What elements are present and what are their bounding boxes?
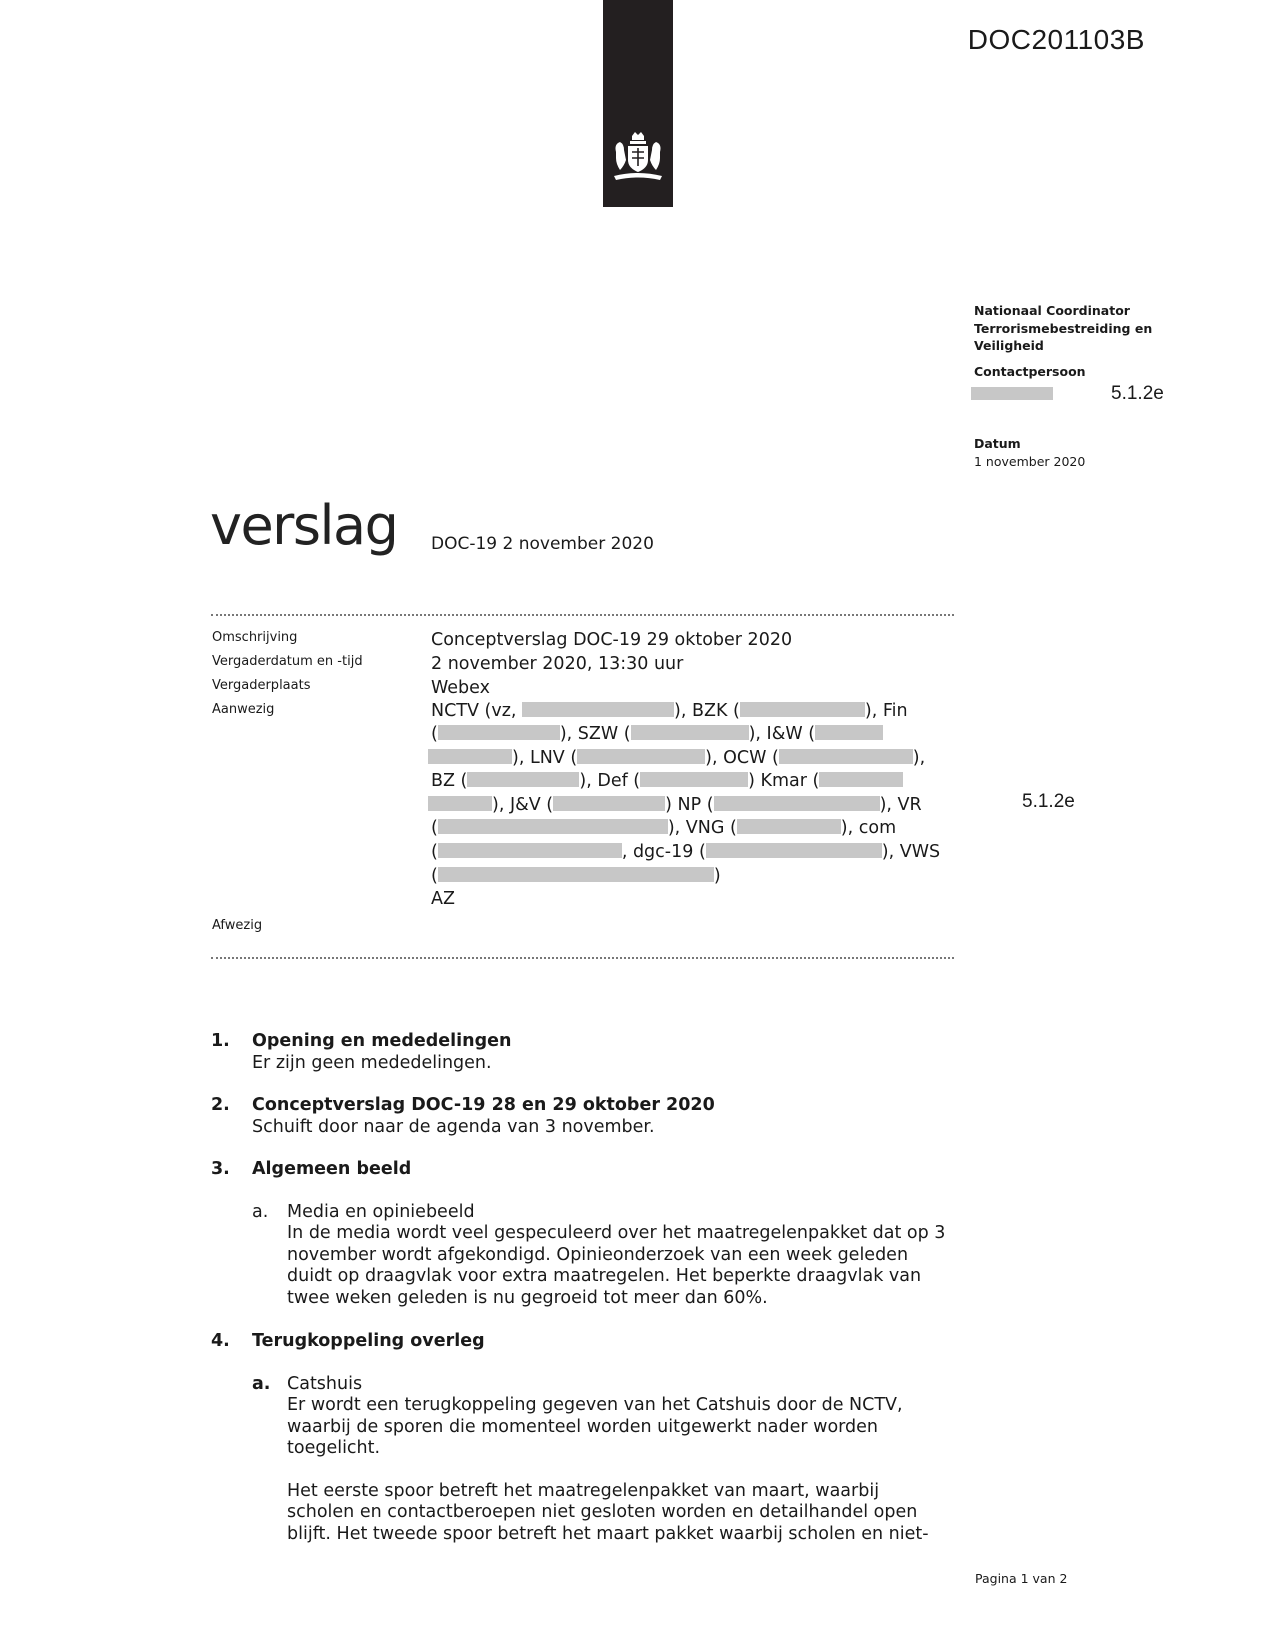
date-value: 1 november 2020	[974, 454, 1086, 469]
organisation-name-line: Terrorismebestreiding en	[974, 320, 1153, 336]
attendees-line	[431, 724, 883, 744]
attendee-text: , dgc-19 (	[621, 842, 706, 862]
redaction-code: 5.1.2e	[1111, 383, 1164, 404]
attendee-text: ), BZK (	[674, 701, 740, 721]
attendees-line: AZ	[431, 889, 455, 909]
redaction-box	[467, 772, 579, 787]
redaction-box	[438, 843, 622, 858]
attendee-text: ), I&W (	[748, 724, 816, 744]
agenda-text: Er zijn geen mededelingen.	[252, 1052, 492, 1073]
label-aanwezig: Aanwezig	[212, 702, 275, 717]
redaction-box	[522, 702, 674, 717]
redaction-box	[640, 772, 748, 787]
agenda-item	[211, 1031, 951, 1074]
document-title: verslag	[210, 494, 398, 557]
agenda-item	[211, 1095, 951, 1138]
divider	[211, 957, 954, 959]
redaction-box	[819, 772, 903, 787]
attendee-text: BZ (	[431, 771, 468, 791]
agenda-item	[211, 1159, 951, 1309]
agenda-heading: Algemeen beeld	[252, 1159, 412, 1179]
attendees-line	[431, 842, 940, 862]
redaction-box	[706, 843, 882, 858]
agenda-number: 1.	[211, 1031, 230, 1051]
coat-of-arms-icon	[610, 130, 666, 190]
redaction-box	[577, 749, 705, 764]
redaction-box	[779, 749, 913, 764]
attendees-line	[431, 818, 896, 838]
contact-label: Contactpersoon	[974, 363, 1086, 379]
redaction-box	[438, 819, 668, 834]
attendees-line	[431, 771, 903, 791]
agenda-number: 2.	[211, 1095, 230, 1115]
attendee-text: NCTV (vz,	[431, 701, 517, 721]
organisation-name-line: Veiligheid	[974, 338, 1044, 353]
attendee-text: ) Kmar (	[748, 771, 820, 791]
redaction-box	[971, 387, 1053, 400]
attendee-text: ),	[912, 748, 926, 768]
agenda-heading: Opening en mededelingen	[252, 1031, 512, 1051]
attendees-line	[428, 748, 925, 768]
organisation-name-line: Nationaal Coordinator	[974, 303, 1130, 318]
divider	[211, 614, 954, 616]
agenda-heading: Terugkoppeling overleg	[252, 1331, 485, 1351]
redaction-box	[438, 725, 560, 740]
attendee-text: ), SZW (	[559, 724, 631, 744]
redaction-box	[428, 796, 492, 811]
attendee-text: ) NP (	[665, 795, 714, 815]
page-number: Pagina 1 van 2	[975, 1571, 1068, 1586]
attendee-text: ), OCW (	[705, 748, 779, 768]
value-omschrijving: Conceptverslag DOC-19 29 oktober 2020	[431, 630, 793, 650]
label-vergaderdatum: Vergaderdatum en -tijd	[212, 654, 363, 669]
agenda-number: 3.	[211, 1159, 230, 1179]
agenda-number: 4.	[211, 1331, 230, 1351]
redaction-box	[714, 796, 880, 811]
attendee-text: ), VNG (	[667, 818, 737, 838]
agenda-heading: Conceptverslag DOC-19 28 en 29 oktober 2020	[252, 1095, 715, 1115]
attendee-text: ), com	[840, 818, 897, 838]
attendee-text: ), VR	[879, 795, 922, 815]
redaction-box	[553, 796, 665, 811]
attendees-line	[428, 795, 922, 815]
label-afwezig: Afwezig	[212, 918, 263, 933]
attendee-text: (	[431, 866, 438, 886]
attendee-text: (	[431, 724, 438, 744]
redaction-box	[428, 749, 512, 764]
attendee-text: ), Def (	[579, 771, 641, 791]
subitem-letter: a.	[252, 1373, 271, 1394]
label-vergaderplaats: Vergaderplaats	[212, 678, 311, 693]
attendee-text: ), LNV (	[512, 748, 578, 768]
subitem-text: In de media wordt veel gespeculeerd over het maatregelenpakket dat op 3 november wordt afgekondigd. Opinieonderzoek van een week geleden duidt op draagvlak voor extra maatregelen. Het beperkte draagvlak van twee weken geleden is nu gegroeid tot meer dan 60%.	[287, 1223, 946, 1308]
subitem-letter: a.	[252, 1201, 269, 1222]
subitem-title: Catshuis	[287, 1373, 363, 1394]
attendee-text: )	[713, 866, 721, 886]
agenda-subitem	[252, 1201, 947, 1310]
date-label: Datum	[974, 436, 1021, 451]
subitem-text: Het eerste spoor betreft het maatregelenpakket van maart, waarbij scholen en contactberoepen niet gesloten worden en detailhandel open blijft. Het tweede spoor betreft het maart pakket waarbij scholen en niet-	[287, 1480, 929, 1544]
agenda-subitem	[252, 1373, 947, 1546]
label-omschrijving: Omschrijving	[212, 630, 298, 645]
redaction-box	[740, 702, 865, 717]
subitem-text: Er wordt een terugkoppeling gegeven van het Catshuis door de NCTV, waarbij de sporen die momenteel worden uitgewerkt nader worden toegelicht.	[287, 1395, 903, 1458]
attendee-text: (	[431, 842, 438, 862]
subitem-title: Media en opiniebeeld	[287, 1201, 475, 1222]
redaction-box	[631, 725, 749, 740]
agenda-text: Schuift door naar de agenda van 3 november.	[252, 1116, 655, 1137]
redaction-box	[815, 725, 883, 740]
attendees-line	[431, 866, 721, 886]
organisation-block	[974, 302, 1174, 380]
value-vergaderdatum: 2 november 2020, 13:30 uur	[431, 654, 684, 674]
attendee-text: (	[431, 818, 438, 838]
redaction-box	[438, 867, 714, 882]
government-logo	[603, 0, 673, 207]
value-vergaderplaats: Webex	[431, 678, 490, 698]
redaction-code: 5.1.2e	[1022, 791, 1075, 812]
attendee-text: ), VWS	[881, 842, 941, 862]
agenda-item	[211, 1331, 951, 1545]
attendee-text: ), Fin	[864, 701, 908, 721]
document-id: DOC201103B	[967, 24, 1145, 55]
attendees-line	[431, 701, 908, 721]
document-subtitle: DOC-19 2 november 2020	[431, 534, 654, 554]
attendee-text: ), J&V (	[492, 795, 554, 815]
redaction-box	[737, 819, 841, 834]
